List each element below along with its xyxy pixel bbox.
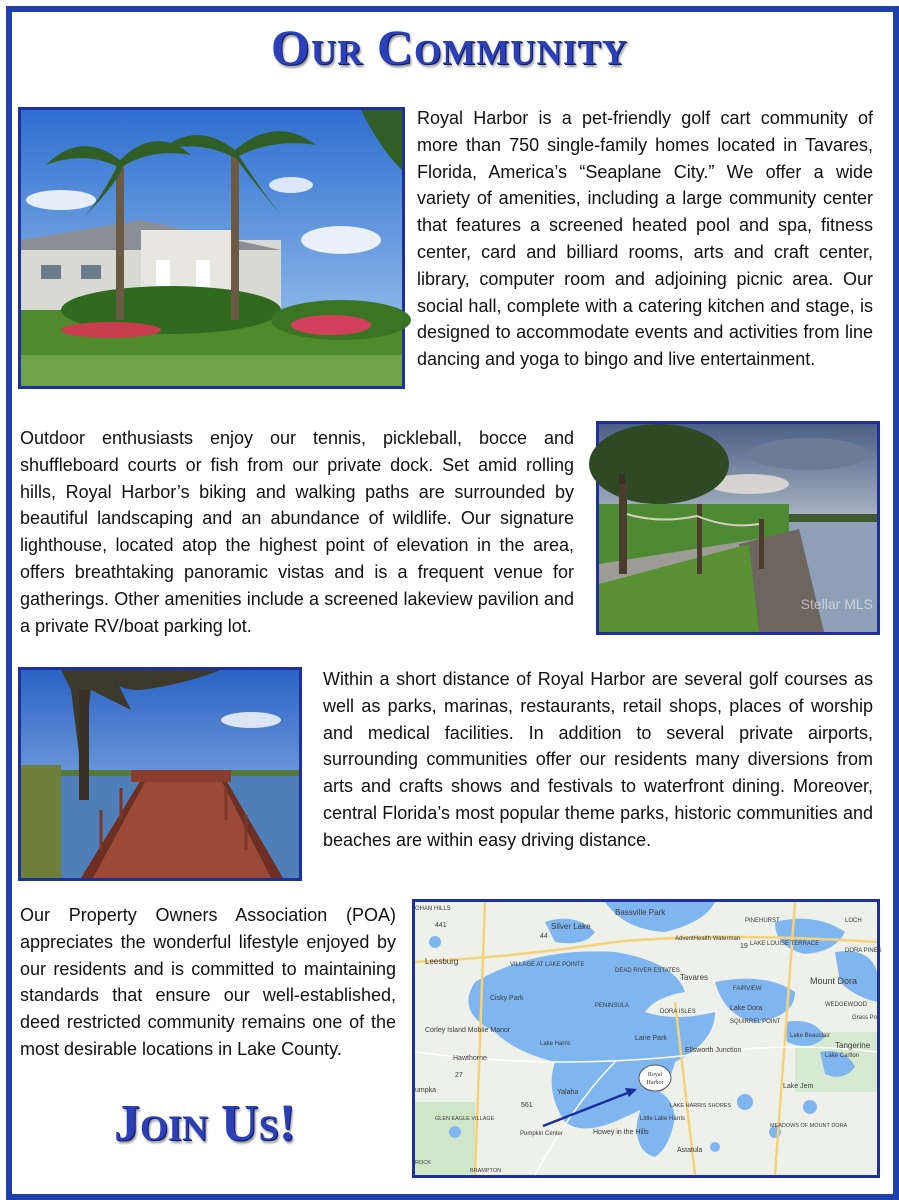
svg-text:Royal: Royal — [647, 1072, 663, 1078]
map-label: MEADOWS OF MOUNT DORA — [770, 1123, 848, 1129]
map-label: Hawthorne — [453, 1055, 487, 1062]
outdoor-paragraph: Outdoor enthusiasts enjoy our tennis, pickleball, bocce and shuffleboard courts or fish from our private dock. Set amid rolling hills, Royal Harbor’s biking and walking paths are surrounded by beautiful landscaping and an abundance of wildlife. Our signature lighthouse, located atop the highest point of elevation in the area, offers breathtaking panoramic vistas and is a frequent venue for gatherings. Other amenities include a screened lakeview pavilion and a private RV/boat parking lot. — [20, 428, 574, 636]
route-44: 44 — [540, 933, 548, 940]
royal-harbor-logo — [639, 1065, 671, 1091]
map-label: GLEN EAGLE VILLAGE — [435, 1116, 495, 1122]
clubhouse-photo — [18, 107, 405, 389]
map-label: Tangerine — [835, 1041, 871, 1050]
map-label: Tavares — [680, 973, 709, 982]
map-label: Corley Island Mobile Manor — [425, 1027, 511, 1034]
map-label: Bassville Park — [615, 908, 666, 917]
map-label: DORA ISLES — [660, 1009, 696, 1015]
map-label: Yalaha — [557, 1089, 579, 1096]
map-label: Mount Dora — [810, 976, 858, 986]
map-label: AdventHealth Waterman — [675, 936, 741, 942]
map-label: Lake Beauclair — [790, 1033, 830, 1039]
map-label: Lake Dora — [730, 1005, 763, 1012]
map-label: Lake Harris — [540, 1041, 571, 1047]
map-label: Cisky Park — [490, 995, 524, 1002]
map-label: Lake Carlton — [825, 1053, 860, 1059]
map-label: Pumpkin Center — [520, 1131, 564, 1137]
map-label: Lane Park — [635, 1035, 667, 1042]
map-label: LOCH — [845, 918, 862, 924]
map-label: LAKE HARRIS SHORES — [670, 1103, 732, 1109]
map-label: Ellsworth Junction — [685, 1047, 742, 1054]
map-label: SQUIRREL POINT — [730, 1019, 781, 1025]
map-label: Silver Lake — [551, 922, 591, 931]
map-label: Little Lake Harris — [640, 1116, 686, 1122]
intro-paragraph: Royal Harbor is a pet-friendly golf cart community of more than 750 single-family homes located in Tavares, Florida, America’s “Seaplane City.” We offer a wide variety of amenities, including a large community center that features a screened heated pool and spa, fitness center, card and billiard rooms, arts and craft center, library, computer room and adjoining picnic area. Our social hall, complete with a catering kitchen and stage, is designed to accommodate events and activities from line dancing and yoga to bingo and live entertainment. — [417, 108, 873, 370]
watermark: Stellar MLS — [800, 596, 873, 612]
nearby-paragraph: Within a short distance of Royal Harbor are several golf courses as well as parks, marinas, restaurants, retail shops, places of worship and medical facilities. In addition to several private airports, surrounding communities offer our residents many diversions from arts and crafts shows and festivals to waterfront dining. Moreover, central Florida’s most popular theme parks, historic communities and beaches are within easy driving distance. — [323, 669, 873, 850]
route-441: 441 — [435, 922, 447, 929]
page-title: Our Community — [270, 19, 629, 75]
join-us-heading: Join Us! — [114, 1095, 296, 1152]
map-label: VILLAGE AT LAKE POINTE — [510, 962, 585, 968]
svg-text:Harbor: Harbor — [646, 1080, 664, 1086]
map-label: OHAN HILLS — [415, 906, 451, 912]
map-label: DORA PINES — [845, 948, 882, 954]
area-map — [412, 899, 880, 1178]
map-label: umpka — [415, 1087, 437, 1094]
map-label: Grass Po — [852, 1015, 878, 1021]
lakeside-path-photo — [596, 421, 880, 635]
boardwalk-photo — [18, 667, 302, 881]
map-label: Lake Jem — [783, 1083, 814, 1090]
map-label: FAIRVIEW — [733, 986, 762, 992]
map-label: BRAMPTON — [470, 1168, 502, 1174]
map-label: ROCK — [415, 1160, 431, 1166]
map-label: Leesburg — [425, 957, 459, 966]
map-label: DEAD RIVER ESTATES — [615, 968, 680, 974]
route-561: 561 — [521, 1102, 533, 1109]
map-label: PENINSULA — [595, 1003, 630, 1009]
map-label: Howey in the Hills — [593, 1129, 649, 1136]
map-label: PINEHURST — [745, 918, 780, 924]
route-19: 19 — [740, 943, 748, 950]
route-27: 27 — [455, 1072, 463, 1079]
map-label: WEDGEWOOD — [825, 1002, 867, 1008]
map-label: Astatula — [677, 1147, 703, 1154]
map-label: LAKE LOUISE TERRACE — [750, 941, 820, 947]
poa-paragraph: Our Property Owners Association (POA) appreciates the wonderful lifestyle enjoyed by our residents and is committed to maintaining standards that ensure our well-established, deed restricted community remains one of the most desirable locations in Lake County. — [20, 905, 396, 1059]
